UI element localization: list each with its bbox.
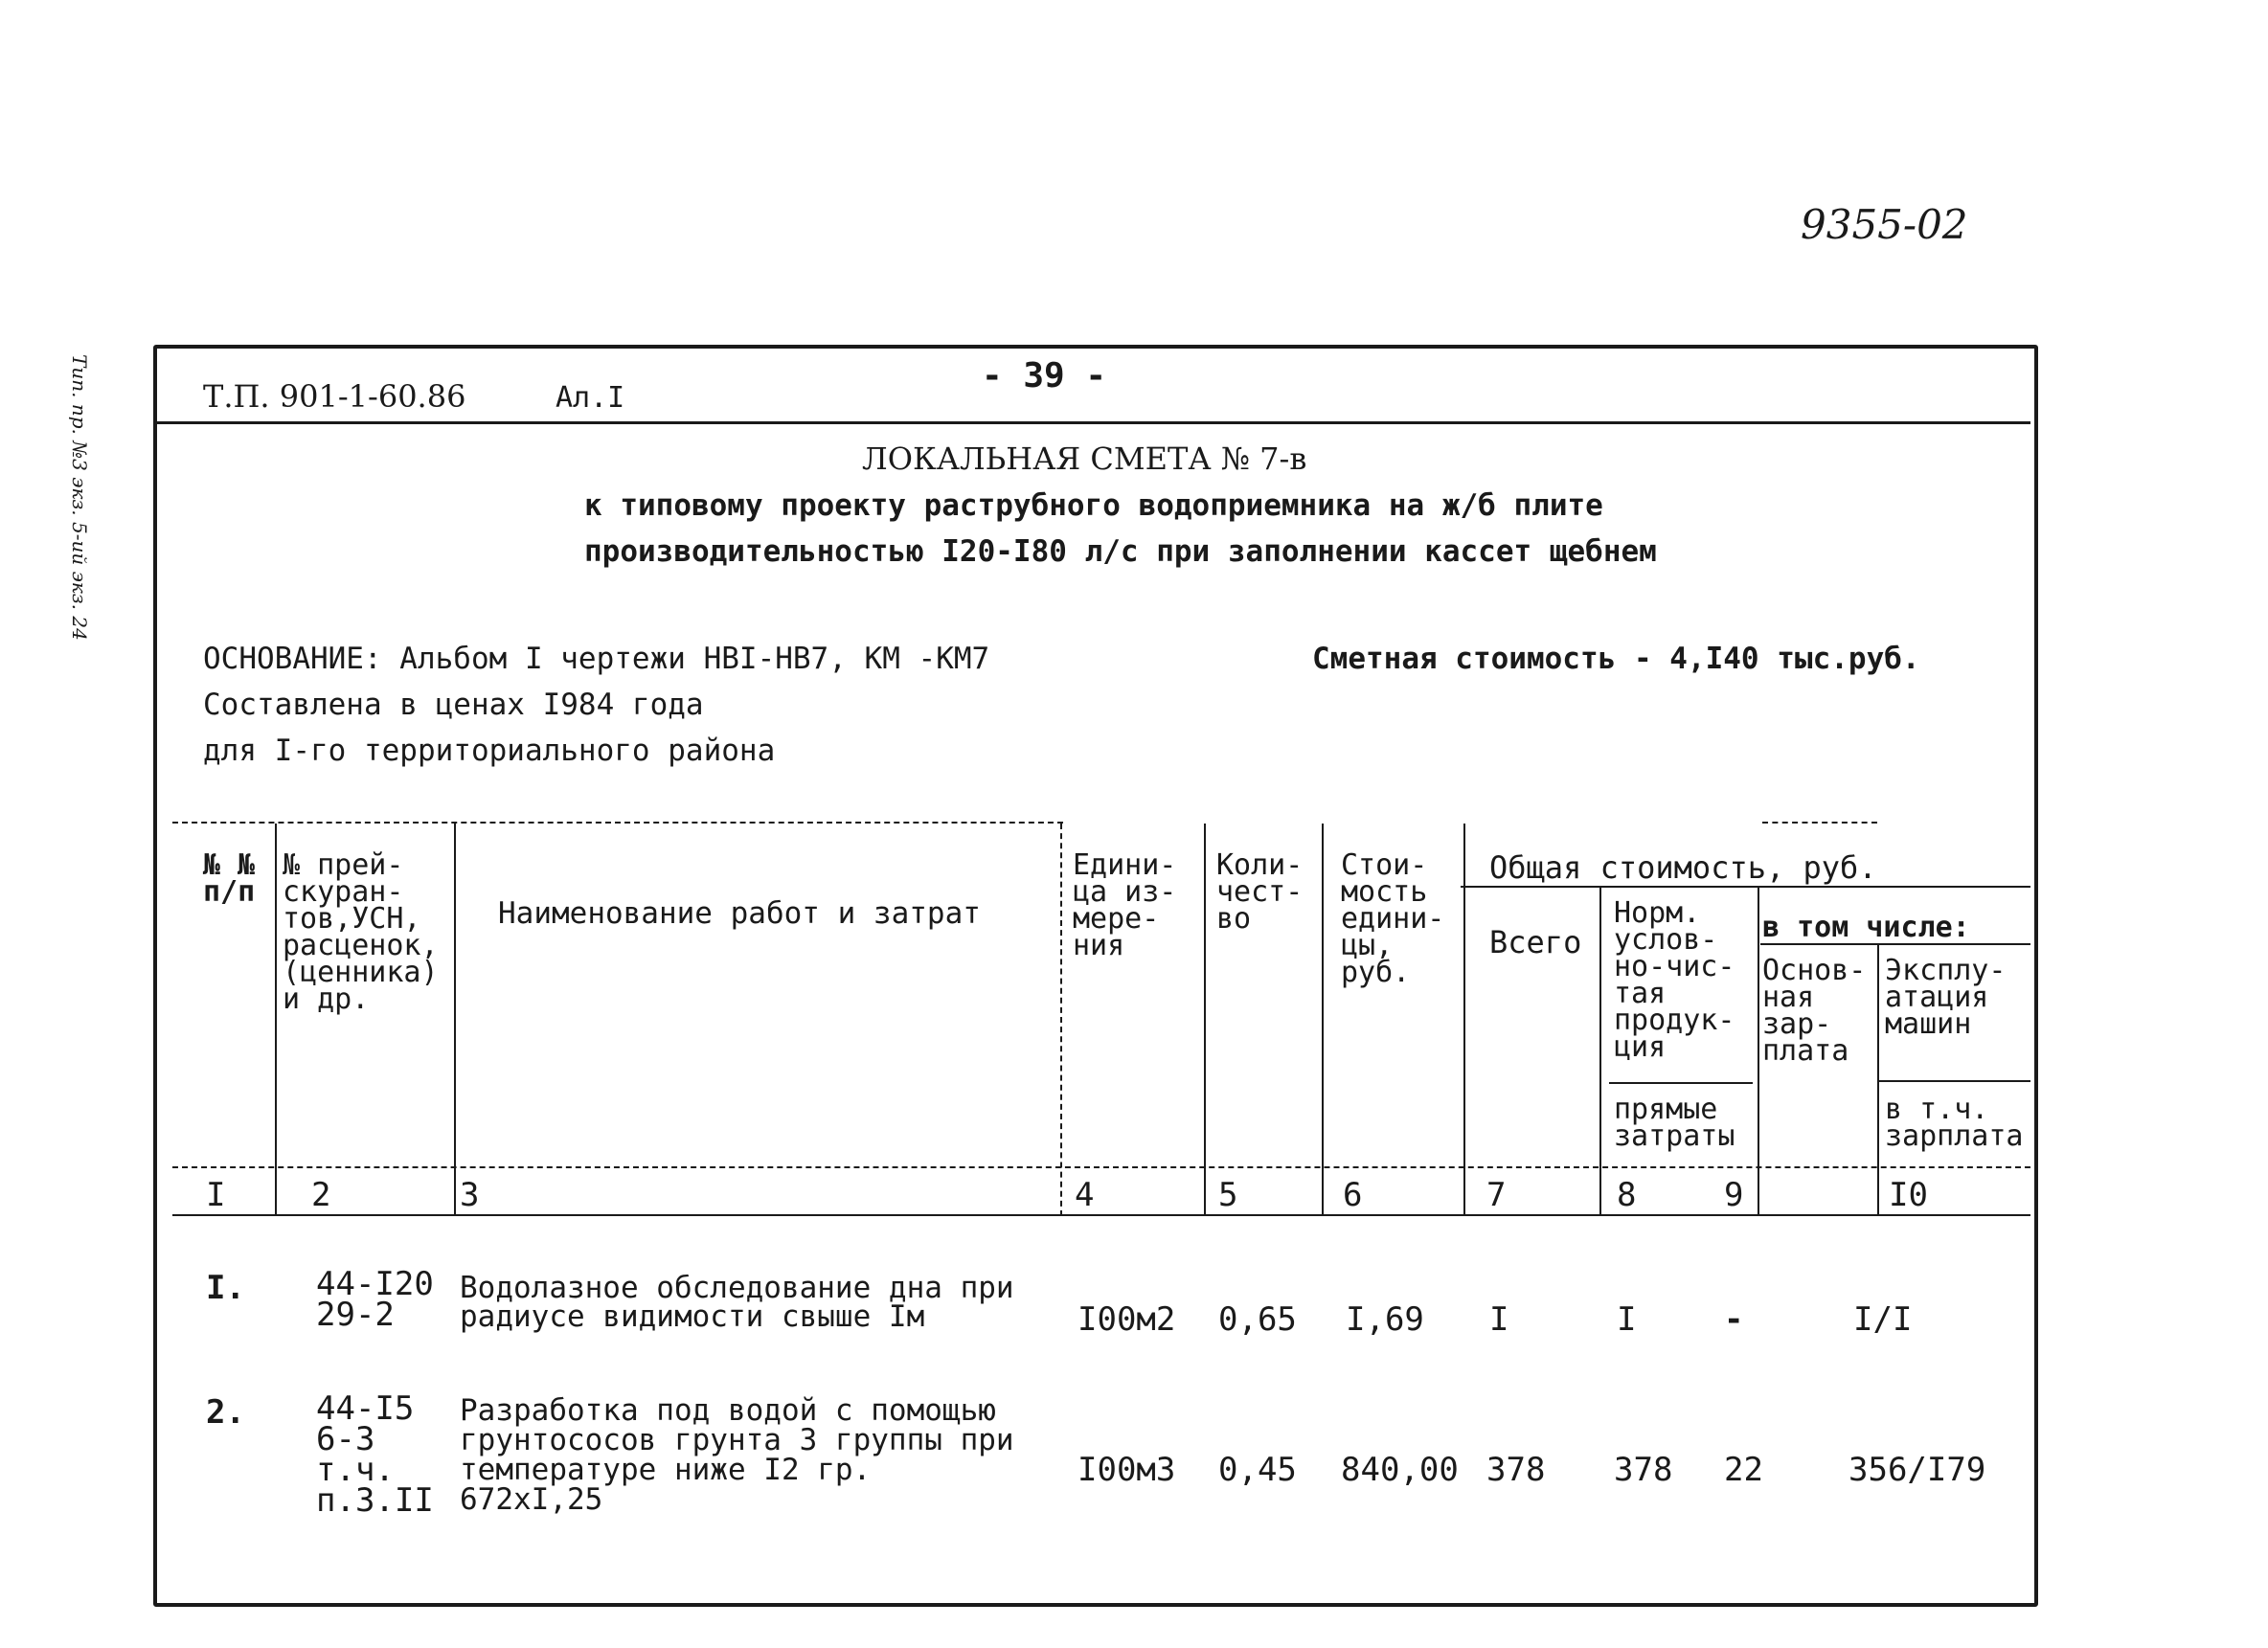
row-number: 2. <box>206 1393 245 1432</box>
header-bottom-rule <box>172 1166 2030 1168</box>
total-group-rule <box>1461 886 2030 888</box>
direct-cost: 378 <box>1614 1451 1673 1489</box>
header-machines: Эксплу- атация машин <box>1885 954 2007 1041</box>
estimated-cost: Сметная стоимость - 4,I40 тыс.руб. <box>1312 642 1920 676</box>
header-including: в том числе: <box>1762 911 1970 944</box>
wages: - <box>1724 1300 1744 1339</box>
header-price-ref: № прей- скуран- тов,УСН, расценок, (ценника) и др. <box>283 848 439 1016</box>
album-label: Ал.I <box>556 381 625 415</box>
col-number: I <box>206 1176 226 1214</box>
header-wages: Основ- ная зар- плата <box>1762 954 1867 1068</box>
header-unit: Едини- ца из- мере- ния <box>1073 848 1177 962</box>
basis-line-3: для I-го территориального района <box>203 734 776 768</box>
header-direct-costs: прямые затраты <box>1614 1093 1735 1153</box>
work-name: Водолазное обследование дна при радиусе видимости свыше Iм <box>460 1271 1014 1334</box>
estimate-subtitle-1: к типовому проекту раструбного водоприемника на ж/б плите <box>584 488 1603 523</box>
col-number: 6 <box>1343 1176 1363 1214</box>
header-quantity: Коли- чест- во <box>1216 848 1304 936</box>
unit: I00м3 <box>1077 1451 1176 1489</box>
price-reference: 44-I5 6-3 т.ч. п.3.II <box>316 1389 434 1520</box>
unit: I00м2 <box>1077 1300 1176 1339</box>
direct-cost: I <box>1617 1300 1637 1339</box>
handwritten-number: 9355-02 <box>1801 201 1968 248</box>
col-numbers-rule <box>172 1214 2030 1216</box>
quantity: 0,45 <box>1218 1451 1297 1489</box>
table-top-rule <box>172 822 1063 824</box>
direct-costs-rule <box>1609 1082 1753 1084</box>
col-rule-4 <box>1204 824 1206 1216</box>
total-cost: 378 <box>1486 1451 1546 1489</box>
col-rule-1 <box>275 824 277 1216</box>
col-rule-2 <box>454 824 456 1216</box>
col-rule-3 <box>1060 824 1062 1216</box>
machines: 356/I79 <box>1848 1451 1986 1489</box>
quantity: 0,65 <box>1218 1300 1297 1339</box>
machines: I/I <box>1853 1300 1913 1339</box>
col-number: 3 <box>460 1176 480 1214</box>
col-number: 4 <box>1075 1176 1095 1214</box>
header-total-group: Общая стоимость, руб. <box>1489 849 1877 886</box>
basis-line-2: Составлена в ценах I984 года <box>203 688 704 722</box>
col-rule-5 <box>1322 824 1324 1216</box>
header-rule <box>155 421 2030 424</box>
wages: 22 <box>1724 1451 1763 1489</box>
side-stamp: Тип. пр. №3 экз. 5-ий экз. 24 <box>68 354 91 641</box>
col-number: 7 <box>1486 1176 1507 1214</box>
unit-cost: 840,00 <box>1341 1451 1459 1489</box>
col-number: 9 <box>1724 1176 1744 1214</box>
col-rule-6 <box>1463 824 1465 1216</box>
unit-cost: I,69 <box>1346 1300 1424 1339</box>
row-number: I. <box>206 1269 245 1307</box>
header-machines-wages: в т.ч. зарплата <box>1885 1093 2024 1153</box>
page-number: - 39 - <box>982 356 1107 395</box>
doc-reference: Т.П. 901-1-60.86 <box>203 378 466 415</box>
estimate-title: ЛОКАЛЬНАЯ СМЕТА № 7-в <box>862 440 1307 477</box>
total-cost: I <box>1489 1300 1509 1339</box>
col-number: 8 <box>1617 1176 1637 1214</box>
machines-sub-rule <box>1877 1080 2030 1082</box>
header-row-number: № № п/п <box>203 848 256 909</box>
header-total: Всего <box>1489 924 1582 960</box>
work-name: Разработка под водой с помощью грунтососов грунта 3 группы при температуре ниже I2 гр. 672xI,25 <box>460 1393 1014 1517</box>
basis-line-1: ОСНОВАНИЕ: Альбом I чертежи НВI-НВ7, КМ -КМ7 <box>203 642 990 676</box>
price-reference: 44-I20 29-2 <box>316 1265 434 1334</box>
estimate-subtitle-2: производительностью I20-I80 л/с при заполнении кассет щебнем <box>584 534 1657 569</box>
col-number: I0 <box>1889 1176 1928 1214</box>
header-normative: Норм. услов- но-чис- тая продук- ция <box>1614 896 1735 1064</box>
header-work-name: Наименование работ и затрат <box>498 896 981 931</box>
col-number: 5 <box>1218 1176 1238 1214</box>
col-rule-7 <box>1599 886 1601 1216</box>
col-rule-8 <box>1758 886 1759 1216</box>
col-number: 2 <box>311 1176 331 1214</box>
col-rule-9 <box>1877 943 1879 1216</box>
header-unit-cost: Стои- мость едини- цы, руб. <box>1341 848 1445 989</box>
table-top-rule-right <box>1762 822 1877 824</box>
